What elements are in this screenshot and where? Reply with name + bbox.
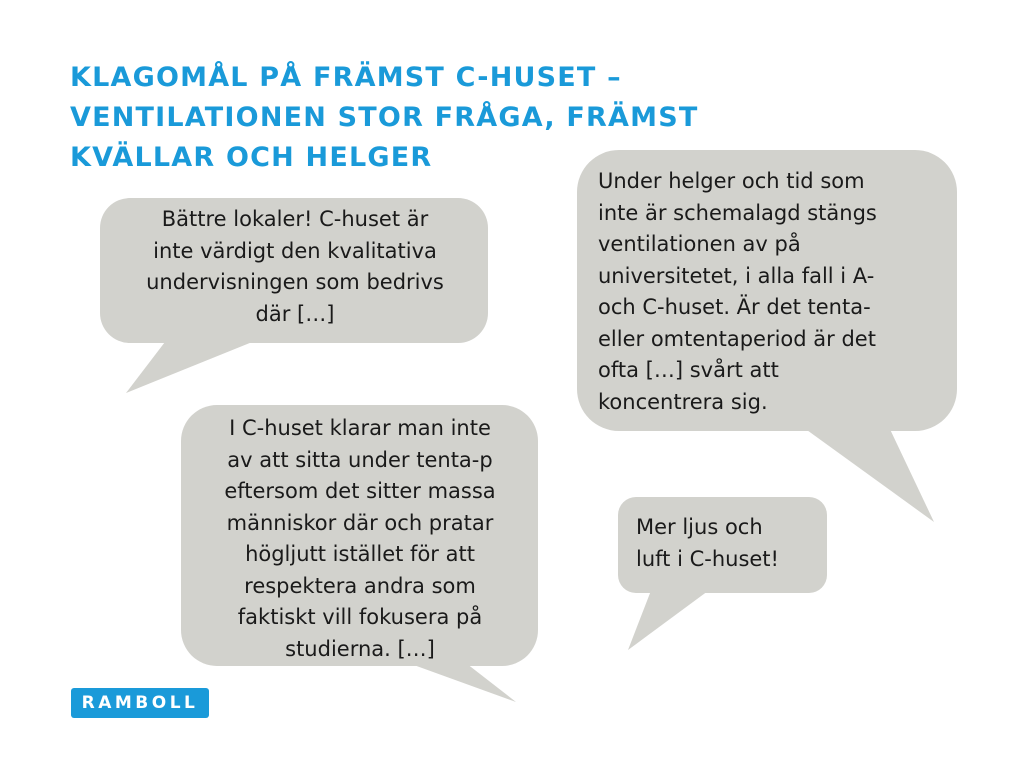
title-line: KVÄLLAR OCH HELGER (70, 142, 433, 173)
bubble-line: eftersom det sitter massa (224, 479, 496, 503)
bubble-line: och C-huset. Är det tenta- (598, 295, 871, 319)
bubble-line: högljutt istället för att (245, 542, 475, 566)
bubble-line: Bättre lokaler! C-huset är (161, 207, 429, 231)
bubble-line: faktiskt vill fokusera på (237, 605, 483, 629)
bubble-3-text (182, 413, 538, 665)
bubble-line: koncentrera sig. (598, 389, 768, 414)
bubble-line: luft i C-huset! (636, 546, 779, 571)
bubble-line: Mer ljus och (636, 515, 763, 539)
bubble-line: ventilationen av på (598, 232, 801, 256)
bubble-4-text (636, 512, 826, 575)
bubble-line: studierna. […] (285, 636, 435, 661)
ramboll-logo: RAMBOLL (71, 688, 209, 718)
bubble-1-text (100, 204, 490, 330)
title-line: KLAGOMÅL PÅ FRÄMST C-HUSET – (70, 62, 622, 93)
bubble-line: Under helger och tid som (598, 169, 865, 193)
bubble-line: undervisningen som bedrivs (146, 270, 444, 294)
bubble-line: I C-huset klarar man inte (229, 416, 491, 440)
bubble-line: av att sitta under tenta-p (227, 447, 493, 472)
bubble-line: ofta […] svårt att (598, 358, 779, 382)
bubble-line: där […] (255, 301, 335, 326)
bubble-line: inte är schemalagd stängs (598, 200, 877, 225)
bubble-line: universitetet, i alla fall i A- (598, 263, 875, 288)
bubble-2-text (598, 166, 948, 418)
bubble-line: eller omtentaperiod är det (598, 326, 876, 351)
bubble-line: människor där och pratar (226, 510, 494, 535)
title-line: VENTILATIONEN STOR FRÅGA, FRÄMST (70, 102, 699, 133)
bubble-line: respektera andra som (244, 573, 476, 598)
bubble-line: inte värdigt den kvalitativa (153, 238, 437, 263)
